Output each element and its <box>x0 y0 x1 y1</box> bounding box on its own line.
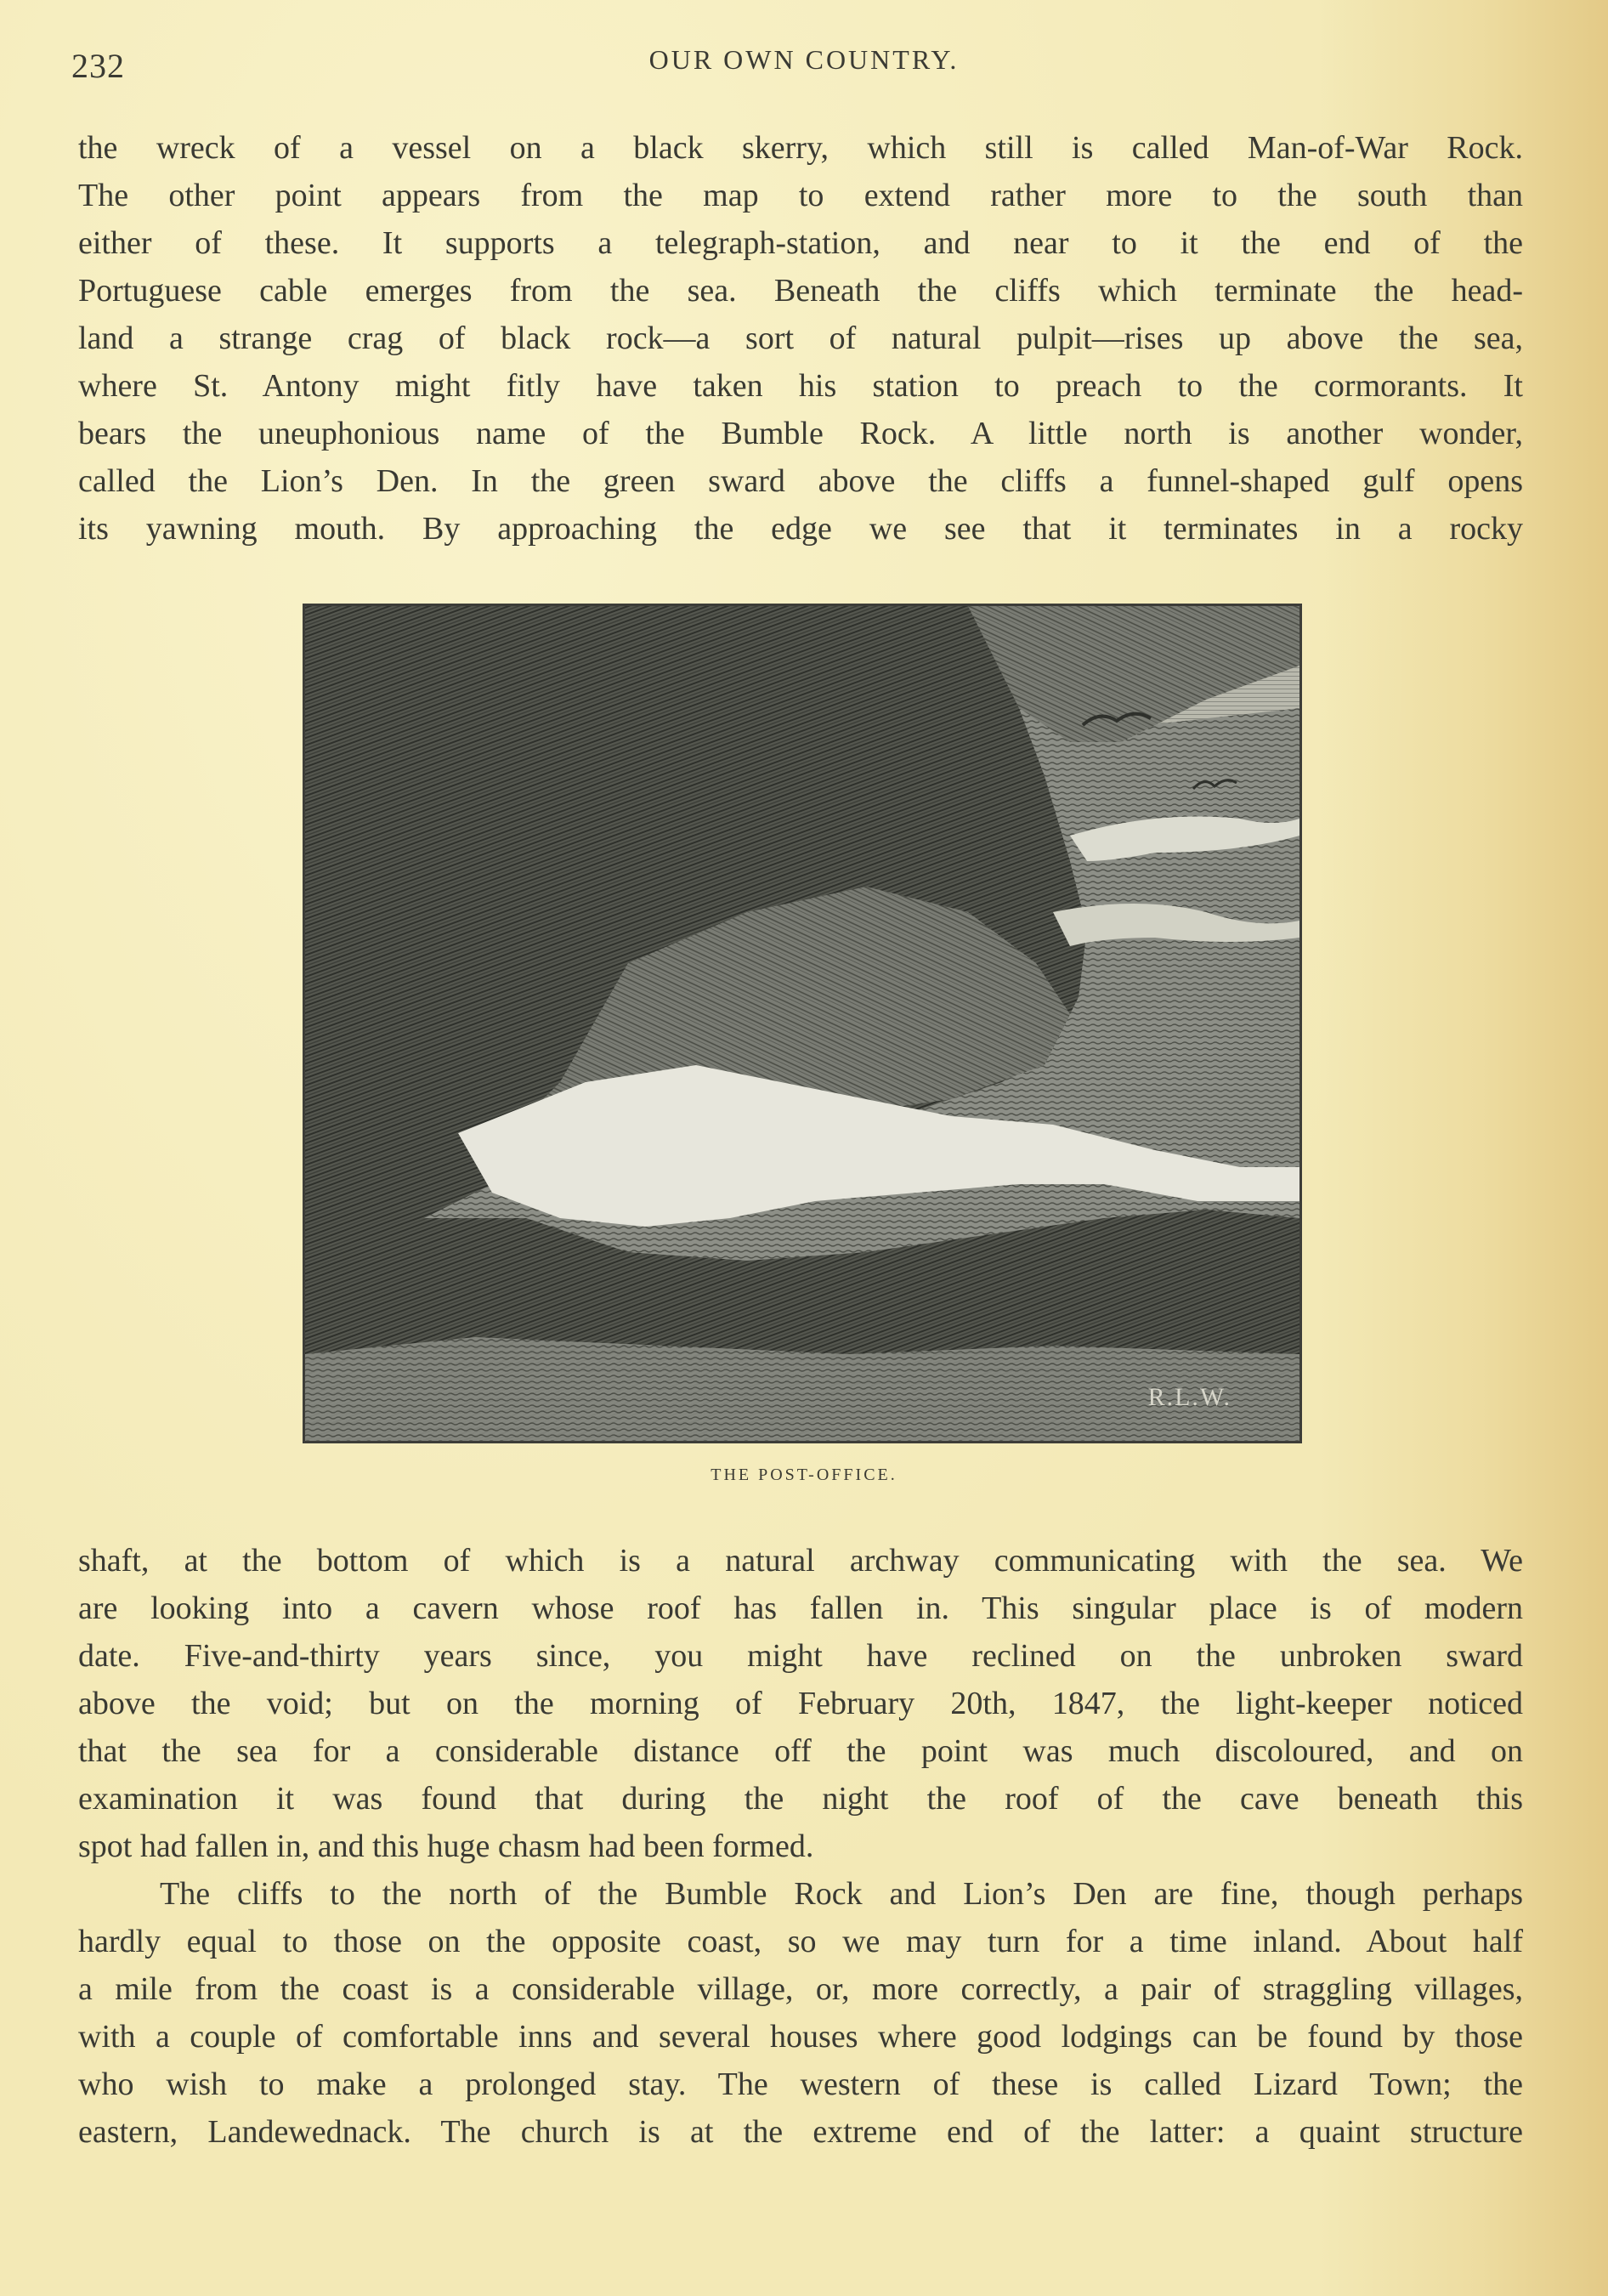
figure-caption: THE POST-OFFICE. <box>711 1465 897 1484</box>
text-line: examination it was found that during the night the roof of the cave beneath this <box>78 1781 1523 1817</box>
page-number: 232 <box>71 47 125 85</box>
running-title: OUR OWN COUNTRY. <box>648 44 960 75</box>
body-text-top <box>78 124 1523 553</box>
text-line: land a strange crag of black rock—a sort of natural pulpit—rises up above the sea, <box>78 320 1523 356</box>
text-line: where St. Antony might fitly have taken his station to preach to the cormorants. It <box>78 368 1523 404</box>
text-line: that the sea for a considerable distance off the point was much discoloured, and on <box>78 1733 1523 1769</box>
body-text-bottom <box>78 1537 1523 2156</box>
text-line: the wreck of a vessel on a black skerry, which still is called Man-of-War Rock. <box>78 130 1523 166</box>
text-line: are looking into a cavern whose roof has fallen in. This singular place is of modern <box>78 1590 1523 1626</box>
text-line: above the void; but on the morning of February 20th, 1847, the light-keeper noticed <box>78 1686 1523 1721</box>
text-line: The cliffs to the north of the Bumble Rock and Lion’s Den are fine, though perhaps <box>160 1876 1523 1912</box>
engraving-illustration <box>303 604 1302 1443</box>
text-line: Portuguese cable emerges from the sea. Beneath the cliffs which terminate the head- <box>78 273 1523 309</box>
text-line: hardly equal to those on the opposite coast, so we may turn for a time inland. About half <box>78 1924 1523 1959</box>
text-line: eastern, Landewednack. The church is at the extreme end of the latter: a quaint structure <box>78 2114 1523 2150</box>
text-line: shaft, at the bottom of which is a natural archway communicating with the sea. We <box>78 1543 1523 1579</box>
text-line: called the Lion’s Den. In the green sward above the cliffs a funnel-shaped gulf opens <box>78 463 1523 499</box>
text-line: date. Five-and-thirty years since, you might have reclined on the unbroken sward <box>78 1638 1523 1674</box>
engraver-signature: R.L.W. <box>1147 1383 1231 1411</box>
text-line: bears the uneuphonious name of the Bumble Rock. A little north is another wonder, <box>78 416 1523 451</box>
text-line: with a couple of comfortable inns and several houses where good lodgings can be found by those <box>78 2019 1523 2055</box>
text-line: The other point appears from the map to extend rather more to the south than <box>78 178 1523 213</box>
text-line: either of these. It supports a telegraph-station, and near to it the end of the <box>78 225 1523 261</box>
text-line: a mile from the coast is a considerable village, or, more correctly, a pair of straggling villages, <box>78 1971 1523 2007</box>
text-line: who wish to make a prolonged stay. The western of these is called Lizard Town; the <box>78 2066 1523 2102</box>
text-line: spot had fallen in, and this huge chasm had been formed. <box>78 1828 814 1864</box>
text-line: its yawning mouth. By approaching the edge we see that it terminates in a rocky <box>78 511 1523 547</box>
